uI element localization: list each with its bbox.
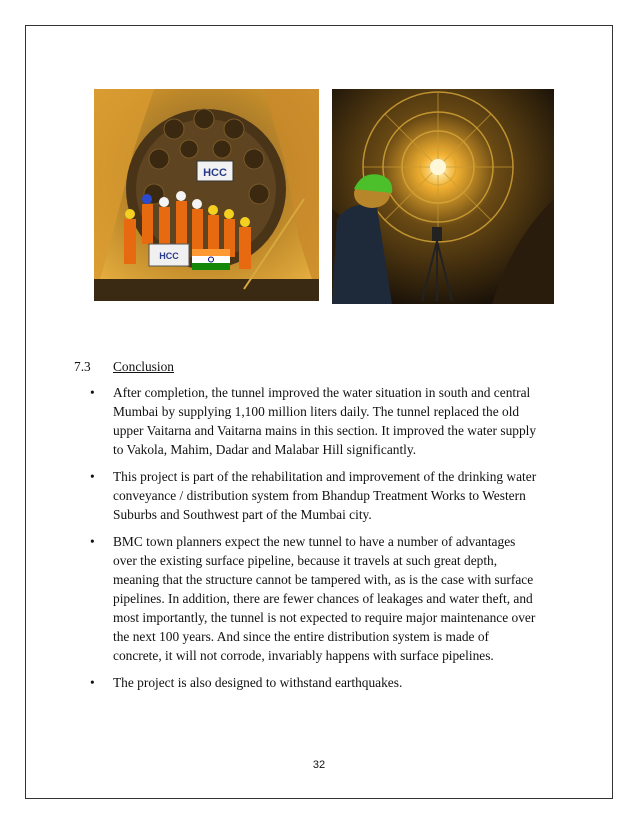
bullet-marker: • [90,534,95,549]
tunnel-breakthrough-photo [94,89,319,301]
section-number: 7.3 [74,359,91,374]
conclusion-section [74,357,574,700]
section-title: Conclusion [113,359,175,374]
banner-text: HCC [203,167,227,179]
bullet-marker: • [90,675,95,690]
bullet-list [74,383,574,692]
bullet-marker: • [90,469,95,484]
tunnel-interior-photo [332,89,554,304]
list-item [74,383,574,459]
sign-text: HCC [159,251,179,261]
page-number: 32 [312,759,326,771]
list-item [74,532,574,665]
bullet-text: BMC town planners expect the new tunnel to have a number of advantages over the existing surface pipeline, because it travels at such great depth, meaning that the structure cannot be tampered with, as is the case with surface pipelines. In addition, there are fewer chances of leakages and water theft, and most importantly, the tunnel is not expected to require major maintenance over the next 100 years. And since the entire distribution system is made of concrete, it will not corrode, invariably happens with surface pipelines. [113,534,536,663]
list-item [74,673,574,692]
bullet-text: The project is also designed to withstand earthquakes. [113,675,403,690]
section-heading [74,357,574,376]
list-item [74,467,574,524]
bullet-text: This project is part of the rehabilitation and improvement of the drinking water conveyance / distribution system from Bhandup Treatment Works to Western Suburbs and Southwest part of the Mumbai city. [113,469,537,522]
bullet-marker: • [90,385,95,400]
bullet-text: After completion, the tunnel improved the water situation in south and central Mumbai by supplying 1,100 million liters daily. The tunnel replaced the old upper Vaitarna and Vaitarna mains in this section. It improved the water supply to Vakola, Mahim, Dadar and Malabar Hill significantly. [113,385,537,457]
